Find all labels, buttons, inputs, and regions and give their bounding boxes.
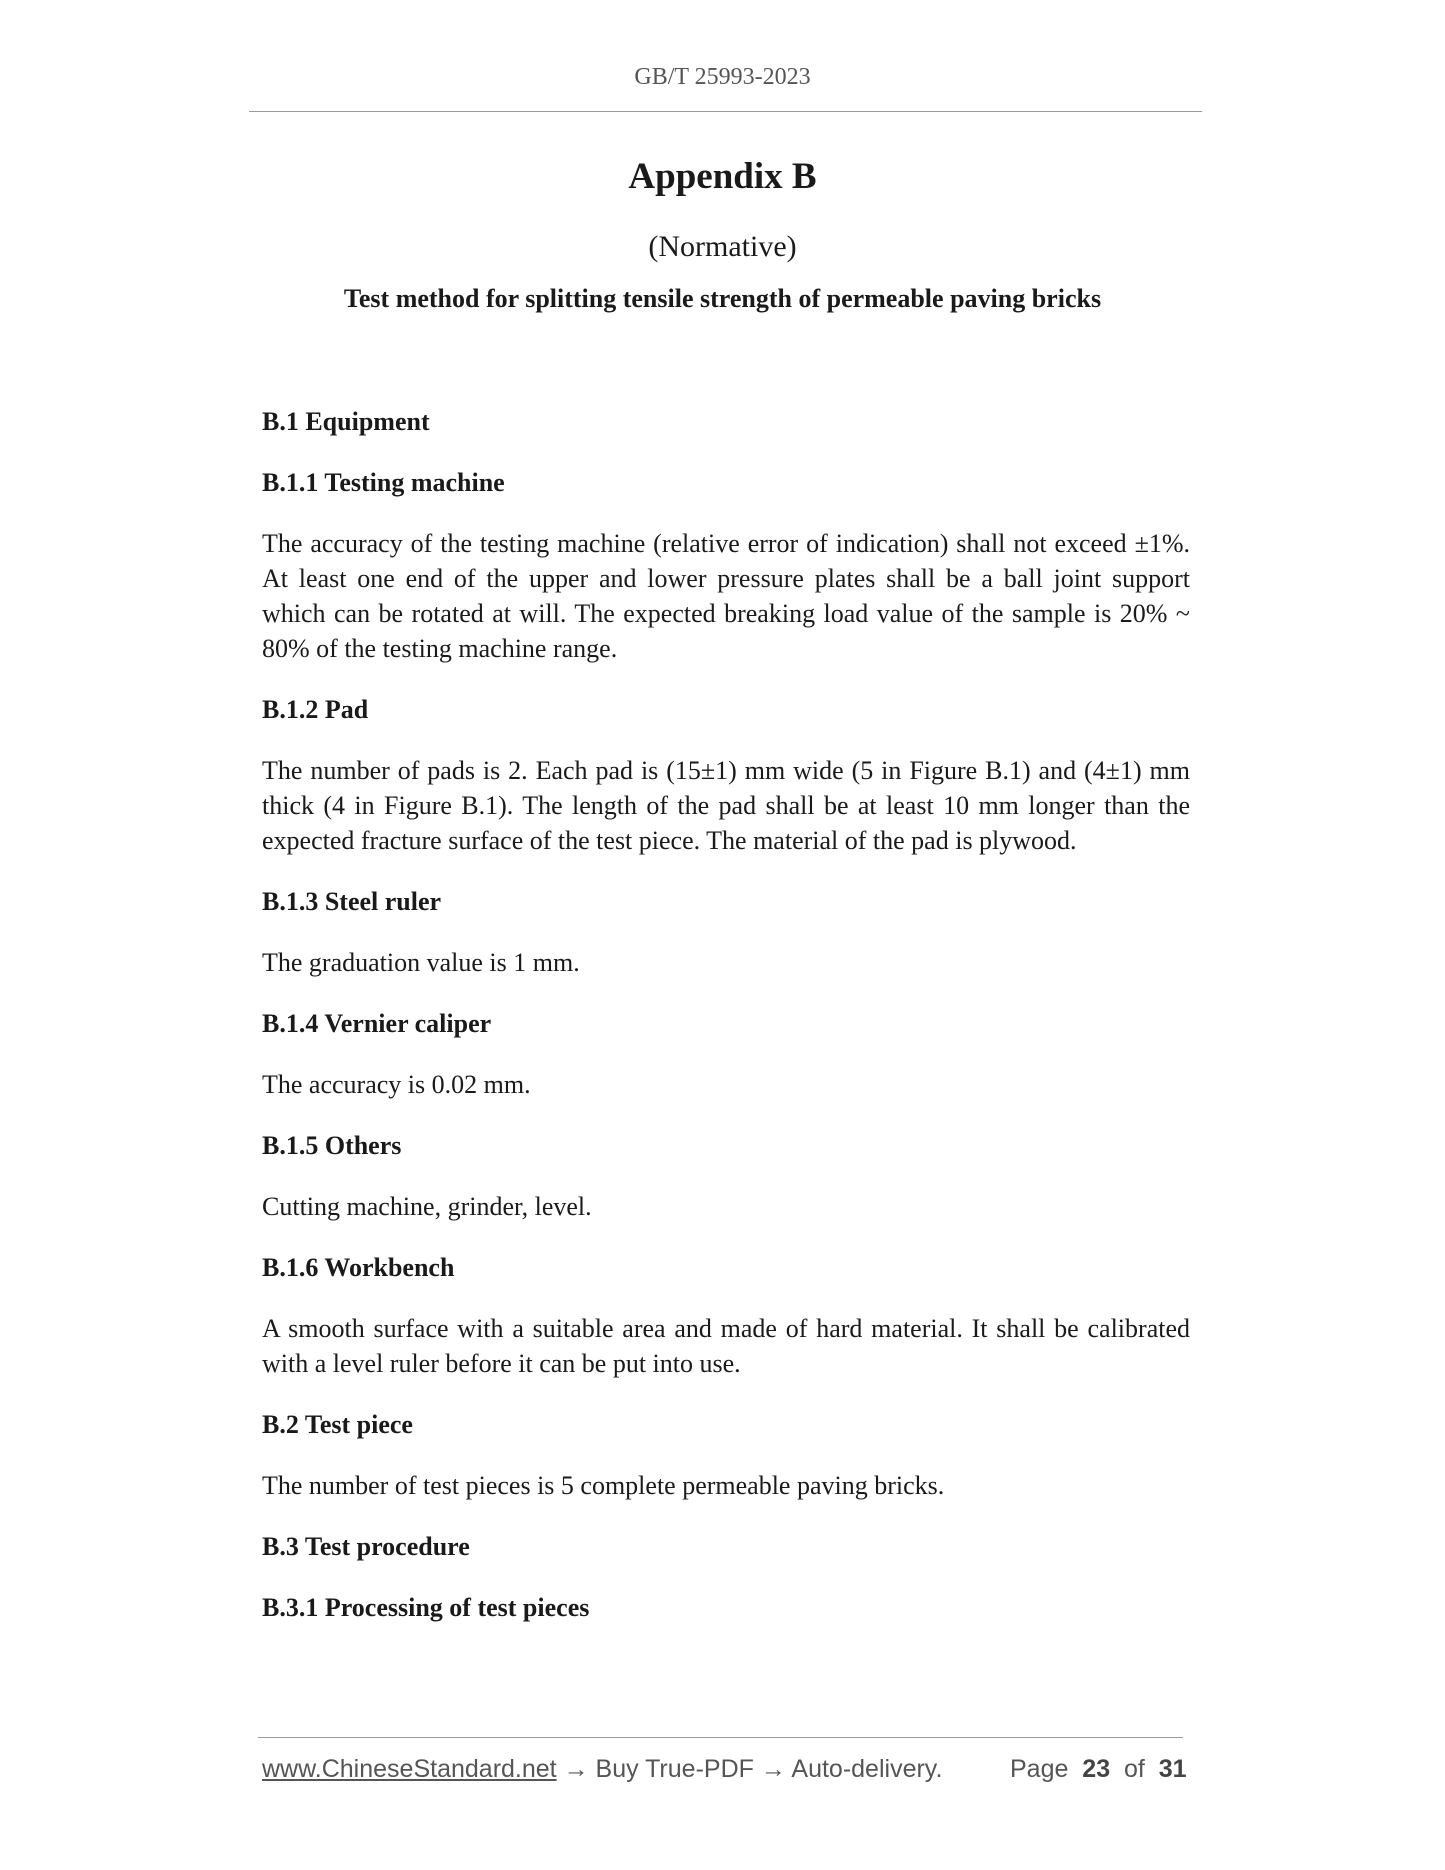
section-heading: B.1.1 Testing machine [262,468,505,497]
appendix-title: Appendix B [628,156,817,197]
footer-divider [258,1737,1183,1738]
appendix-caption: Test method for splitting tensile strength of permeable paving bricks [343,284,1102,313]
paragraph: The number of test pieces is 5 complete permeable paving bricks. [262,1471,945,1500]
appendix-subtitle: (Normative) [648,230,797,263]
section-heading: B.1.3 Steel ruler [262,887,442,916]
page-label: Page [1010,1755,1069,1783]
paragraph: The number of pads is 2. Each pad is (15±1) mm wide (5 in Figure B.1) and (4±1) mm thick (4 in Figure B.1). The length of the pad shall be at least 10 mm longer than the expected fracture surface of the test piece. The material of the pad is plywood. [262,756,1190,855]
site-link[interactable]: www.ChineseStandard.net [262,1755,557,1783]
section-heading: B.1.5 Others [262,1131,402,1160]
paragraph: A smooth surface with a suitable area and made of hard material. It shall be calibrated with a level ruler before it can be put into use. [262,1314,1190,1378]
paragraph: Cutting machine, grinder, level. [262,1192,592,1221]
paragraph: The accuracy is 0.02 mm. [262,1070,531,1099]
section-heading: B.2 Test piece [262,1410,413,1439]
page-current: 23 [1082,1755,1111,1783]
page-of: of [1124,1755,1145,1783]
paragraph: The accuracy of the testing machine (relative error of indication) shall not exceed ±1%. At least one end of the upper and lower pressure plates shall be a ball joint support which can be rotated at will. The expected breaking load value of the sample is 20% ~ 80% of the testing machine range. [262,529,1190,663]
section-heading: B.1.4 Vernier caliper [262,1009,492,1038]
header-doc-id: GB/T 25993-2023 [634,64,811,90]
section-heading: B.3.1 Processing of test pieces [262,1593,590,1622]
footer [262,1755,1187,1784]
footer-promo: → Buy True-PDF → Auto-delivery. [556,1755,943,1783]
section-heading: B.1.2 Pad [262,695,369,724]
document-body [262,404,1190,1651]
section-heading: B.1 Equipment [262,407,430,436]
header-divider [249,111,1202,112]
section-heading: B.3 Test procedure [262,1532,470,1561]
paragraph: The graduation value is 1 mm. [262,948,580,977]
page-indicator [1010,1755,1187,1784]
page-total: 31 [1158,1755,1187,1783]
section-heading: B.1.6 Workbench [262,1253,455,1282]
